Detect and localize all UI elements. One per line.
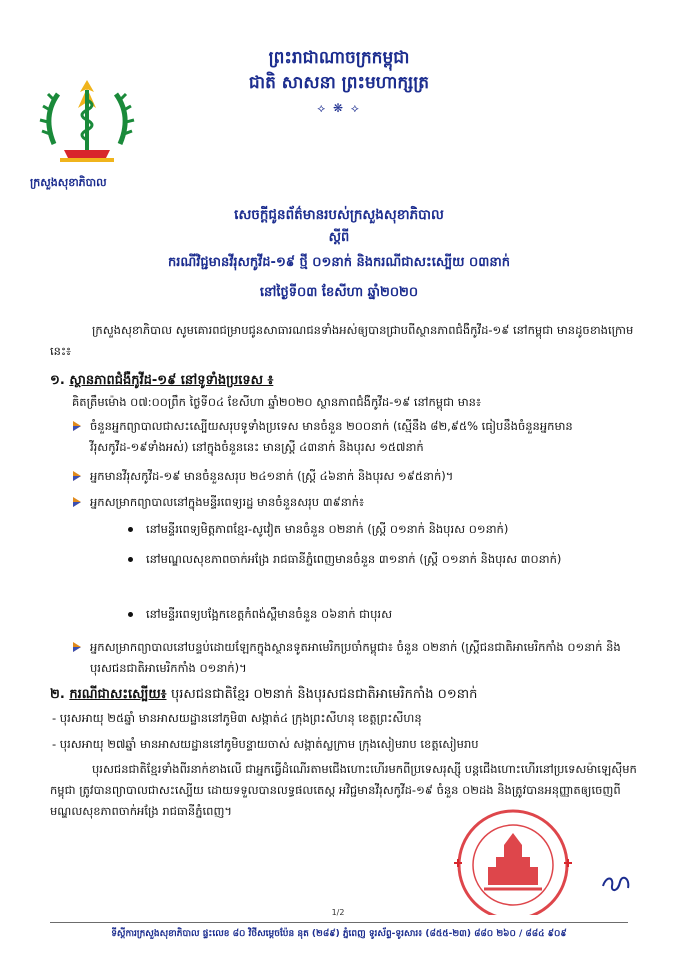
hospitalized-total: អ្នកសម្រាកព្យាបាលនៅក្នុងមន្ទីរពេទ្យរដ្ឋ មានចំនួនសរុប ៣៩នាក់៖ (90, 495, 365, 509)
footer-divider (50, 922, 628, 923)
section-2-summary: បុរសជនជាតិខ្មែរ ០២នាក់ និងបុរសជនជាតិអាមេរិកកាំង ០១នាក់ (171, 687, 478, 702)
kingdom-heading: ព្រះរាជាណាចក្រកម្ពុជា (268, 48, 410, 68)
positive-total: អ្នកមានវីរុសកូវីដ-១៩ មានចំនួនសរុប ២៤១នាក់ (ស្ត្រី ៤៦នាក់ និងបុរស ១៩៥នាក់)។ (90, 469, 454, 483)
title-date: នៅថ្ងៃទី០៣ ខែសីហា ឆ្នាំ២០២០ (259, 285, 419, 300)
list-item (128, 519, 640, 540)
page-number: 1/2 (331, 908, 345, 917)
bullet-dot-icon (128, 527, 133, 532)
intro-paragraph: ក្រសួងសុខាភិបាល សូមគោរពជម្រាបជូនសាធារណជនទាំងអស់ឲ្យបានជ្រាបពីស្ថានភាពជំងឺកូវីដ-១៩ នៅកម្ពុជា មានដូចខាងក្រោមនេះ៖ (50, 323, 634, 358)
title-about: ស្តីពី (328, 230, 350, 245)
kampong-speu-hospital: នៅមន្ទីរពេទ្យបង្អែកខេត្តកំពង់ស្ពឺមានចំនួន ០៦នាក់ ជាបុរស (146, 607, 393, 621)
section-1-number: ១. (50, 373, 65, 388)
ministry-name: ក្រសួងសុខាភិបាល (30, 176, 107, 189)
section-2-heading (50, 686, 477, 705)
embassy-isolation: អ្នកសម្រាកព្យាបាលនៅបន្ទប់ដោយឡែកក្នុងស្ថានទូតអាមេរិកប្រចាំកម្ពុជា៖ ចំនួន ០២នាក់ (ស្ត្រីជនជាតិអាមេរិកកាំង ០១នាក់ និងបុរសជនជាតិអាមេរិកកាំង ០១នាក់)។ (90, 640, 621, 675)
status-as-of: គិតត្រឹមម៉ោង ០៧:០០ព្រឹក ថ្ងៃទី០៤ ខែសីហា ឆ្នាំ២០២០ ស្ថានភាពជំងឺកូវីដ-១៩ នៅកម្ពុជា មាន៖ (72, 395, 481, 409)
recovered-case-1: - បុរសអាយុ ២៥ឆ្នាំ មានអាសយដ្ឋាននៅភូមិ៣ សង្កាត់៤ ក្រុងព្រះសីហនុ ខេត្តព្រះសីហនុ (52, 711, 422, 725)
section-2-title: ករណីជាសះស្បើយ៖ (69, 687, 167, 702)
bullet-dot-icon (128, 557, 133, 562)
recovered-total: ចំនួនអ្នកព្យាបាលជាសះស្បើយសរុបទូទាំងប្រទេស មានចំនួន ២០០នាក់ (ស្មើនឹង ៨២,៩៥% ធៀបនឹងចំនួនអ្នកមានវីរុសកូវីដ-១៩ទាំងអស់) នៅក្នុងចំនួននេះ មានស្ត្រី ៤៣នាក់ និងបុរស ១៥៧នាក់ (90, 419, 573, 454)
list-item (72, 466, 642, 487)
title-subject: ករណីវិជ្ជមានវីរុសកូវីដ-១៩ ថ្មី ០១នាក់ និងករណីជាសះស្បើយ ០៣នាក់ (168, 255, 510, 270)
list-item (72, 492, 642, 513)
section-1-title: ស្ថានភាពជំងឺកូវីដ-១៩ នៅទូទាំងប្រទេស ៖ (69, 373, 274, 388)
hospital-khmer-soviet: នៅមន្ទីរពេទ្យមិត្តភាពខ្មែរ-សូវៀត មានចំនួន ០២នាក់ (ស្ត្រី ០១នាក់ និងបុរស ០១នាក់) (146, 522, 509, 536)
closing-paragraph: បុរសជនជាតិខ្មែរទាំងពីរនាក់ខាងលើ ជាអ្នកធ្វើដំណើរតាមជើងហោះហើរមកពីប្រទេសរុស្ស៊ី បន្តជើងហោះហើរនៅប្រទេសម៉ាឡេស៊ីមកកម្ពុជា ត្រូវបានព្យាបាលជាសះស្បើយ ដោយទទួលបានលទ្ធផលតេស្ត អវិជ្ជមានវីរុសកូវីដ-១៩ ចំនួន ០២ដង និងត្រូវបានអនុញ្ញាតឲ្យចេញពីមណ្ឌលសុខភាពចាក់អង្រែ រាជធានីភ្នំពេញ។ (50, 762, 637, 818)
signature (600, 868, 634, 896)
arrow-bullet-icon (72, 420, 82, 432)
list-item (128, 549, 640, 570)
list-item (72, 416, 642, 458)
arrow-bullet-icon (72, 641, 82, 653)
list-item (128, 604, 640, 625)
ornament-divider: ⟡ ❋ ⟡ (317, 101, 361, 115)
section-1-heading (50, 372, 273, 391)
bullet-dot-icon (128, 612, 133, 617)
chak-angre-center: នៅមណ្ឌលសុខភាពចាក់អង្រែ រាជធានីភ្នំពេញមានចំនួន ៣១នាក់ (ស្ត្រី ០១នាក់ និងបុរស ៣០នាក់) (146, 552, 562, 566)
list-item (72, 637, 642, 679)
press-release-title: សេចក្តីជូនព័ត៌មានរបស់ក្រសួងសុខាភិបាល (234, 207, 444, 223)
arrow-bullet-icon (72, 496, 82, 508)
motto-heading: ជាតិ សាសនា ព្រះមហាក្សត្រ (248, 73, 430, 93)
official-stamp (438, 805, 588, 915)
footer-address: ទីស្តីការក្រសួងសុខាភិបាល ផ្ទះលេខ ៨០ វិថីសម្តេចប៉ែន នុត (២៨៩) ភ្នំពេញ ទូរស័ព្ទ-ទូរសារ៖ (៨៥៥-២៣) ៨៨០ ២៦០ / ៨៨៤ ៩០៩ (111, 929, 567, 939)
section-2-number: ២. (50, 687, 65, 702)
arrow-bullet-icon (72, 470, 82, 482)
recovered-case-2: - បុរសអាយុ ២៧ឆ្នាំ មានអាសយដ្ឋាននៅភូមិបន្ទាយចាស់ សង្កាត់ស្លក្រាម ក្រុងសៀមរាប ខេត្តសៀមរាប (52, 737, 479, 751)
